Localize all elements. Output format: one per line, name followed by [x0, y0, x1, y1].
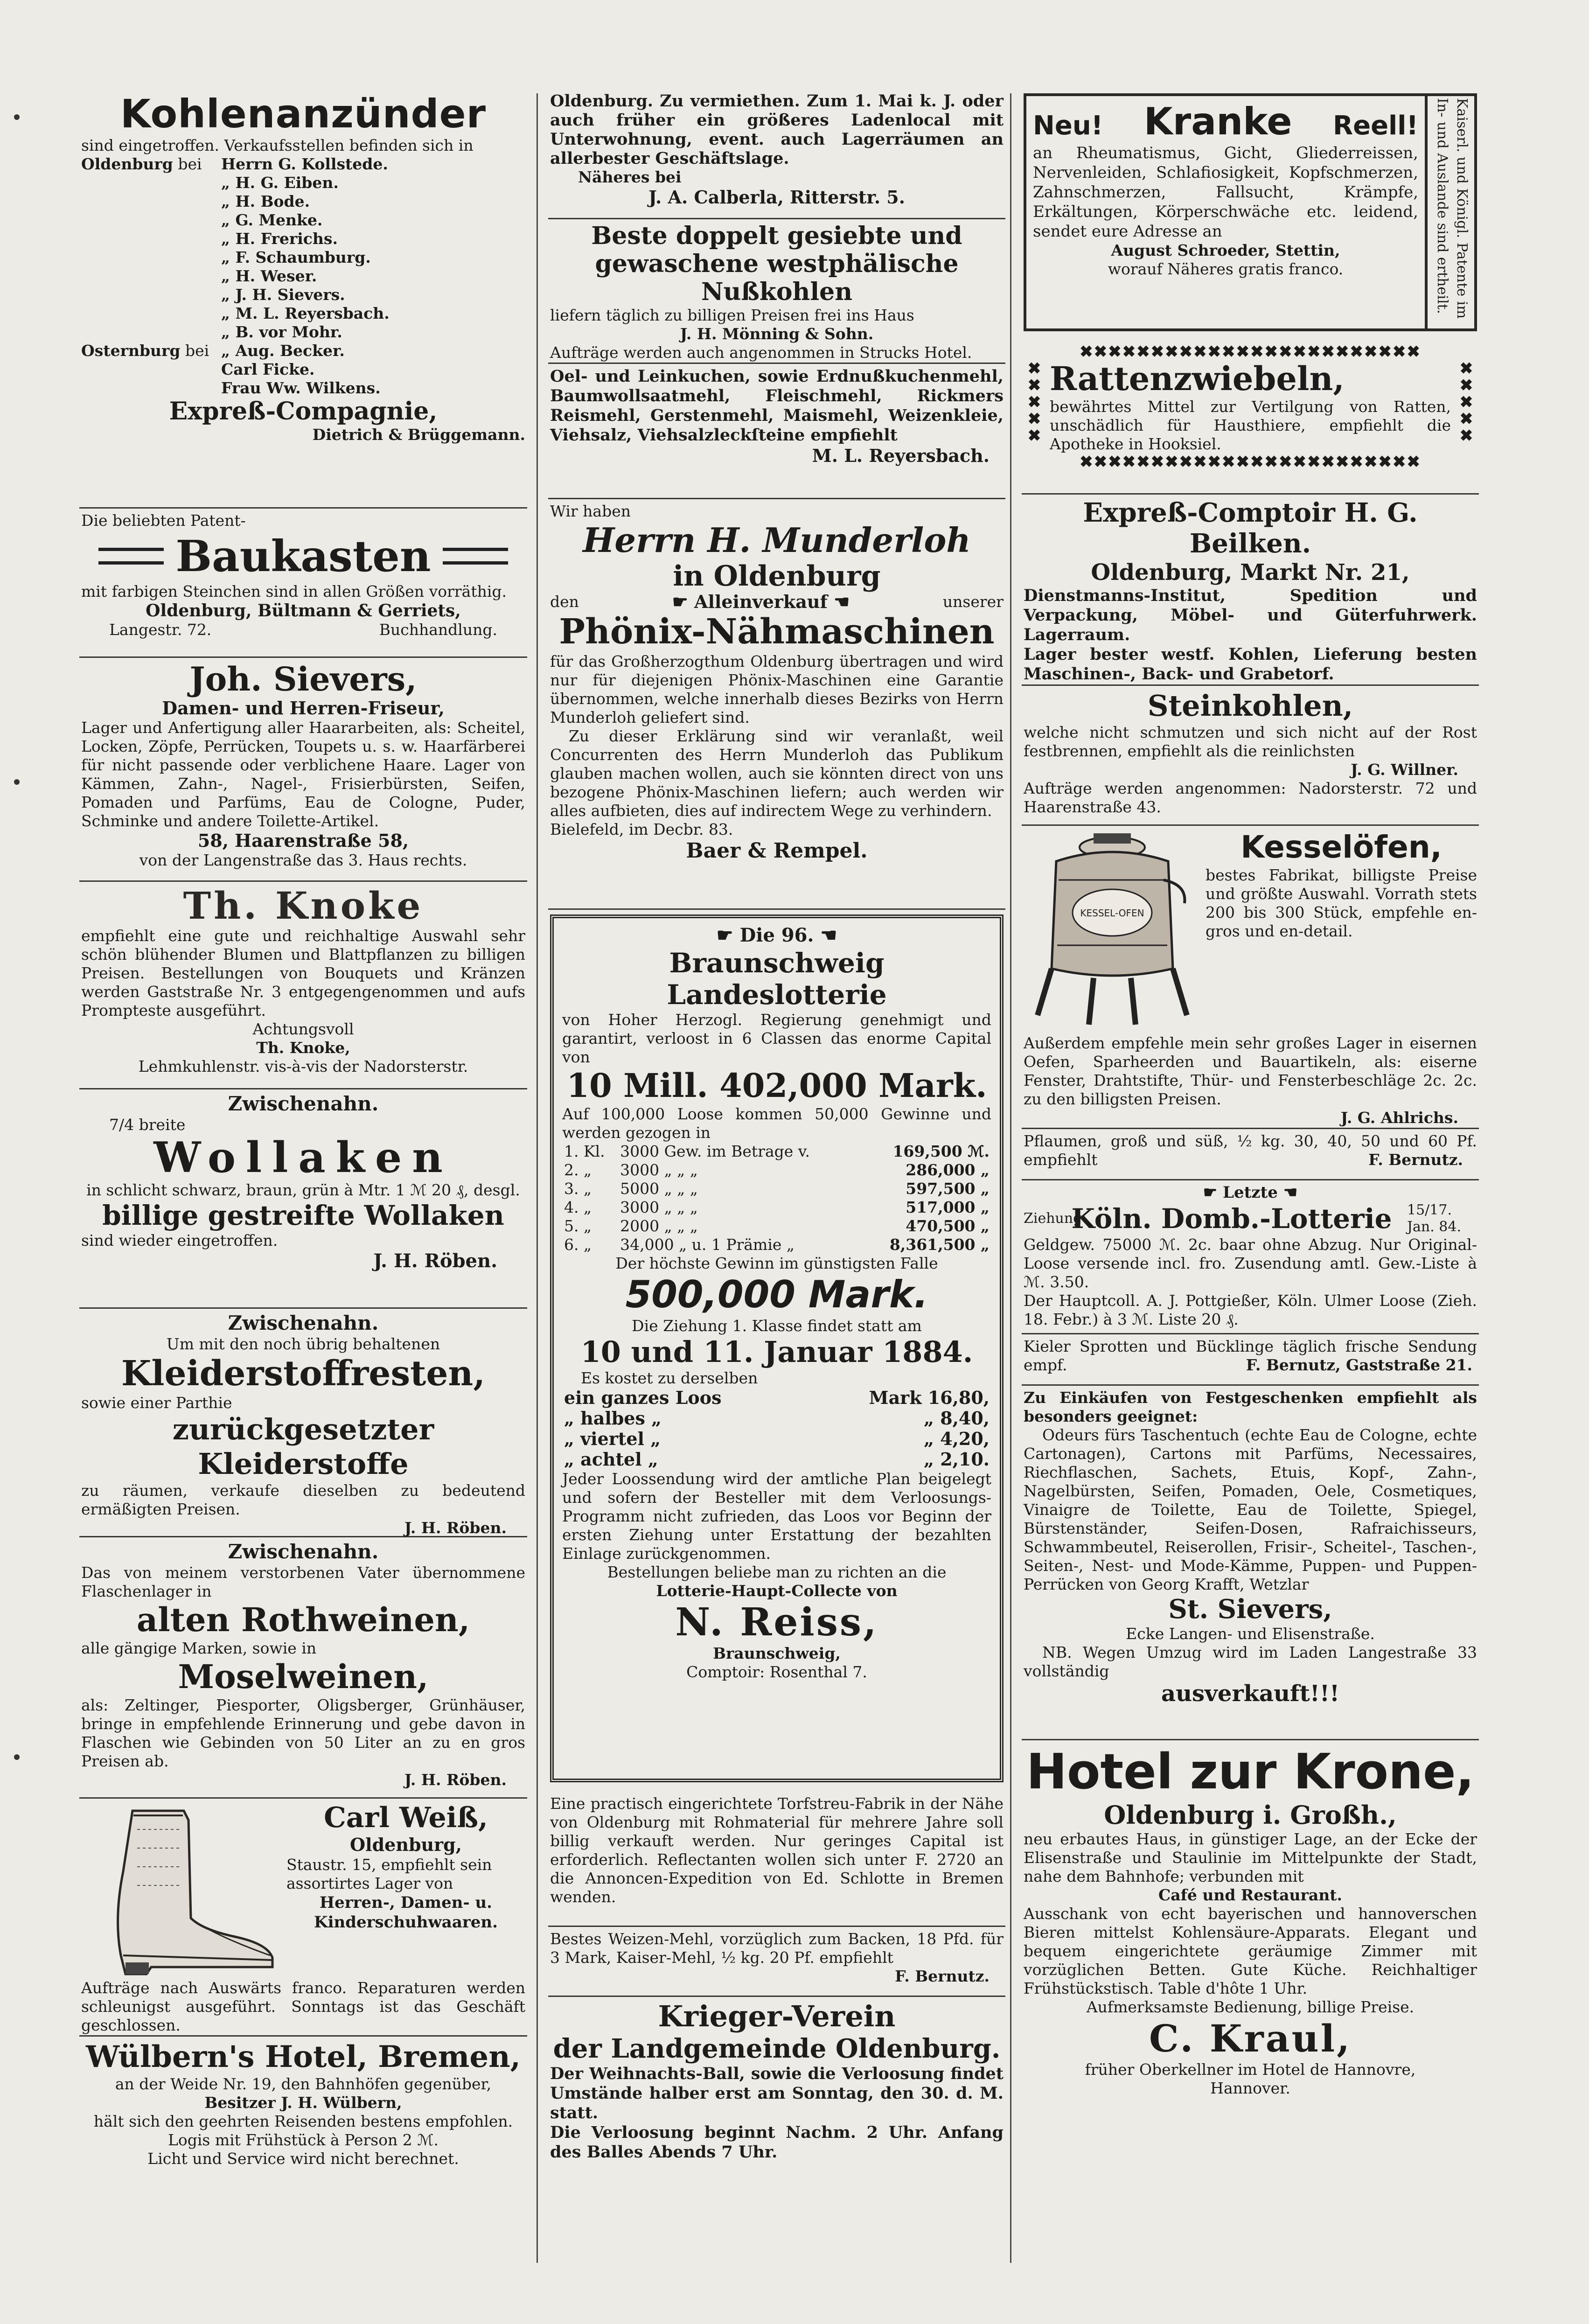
ad-title-2: der Landgemeinde Oldenburg.	[553, 2033, 1001, 2064]
ad-text: welche nicht schmutzen und sich nicht auf der Rost festbrennen, empfiehlt als die reinlichsten	[1024, 723, 1477, 760]
ad-weine	[79, 1537, 527, 1799]
table-row	[562, 1429, 991, 1449]
ad-signature: F. Bernutz.	[1368, 1151, 1463, 1169]
ad-signature: Th. Knoke,	[256, 1039, 350, 1057]
ad-title: alten Rothweinen,	[136, 1600, 470, 1639]
ad-text: von Hoher Herzogl. Regierung genehmigt und garantirt, verloost in 6 Classen das enorme Capital von	[562, 1011, 991, 1066]
table-cell: 169,500 ℳ.	[892, 1142, 990, 1160]
stove-icon	[1024, 829, 1201, 1034]
ad-ausverkauft: ausverkauft!!!	[1161, 1681, 1340, 1707]
ad-address: Comptoir: Rosenthal 7.	[686, 1663, 867, 1681]
ad-pretext: Um mit den noch übrig behaltenen	[166, 1335, 440, 1353]
bei-label: bei	[185, 342, 209, 360]
ad-title-2: Moselweinen,	[178, 1657, 429, 1696]
table-row	[562, 1449, 991, 1470]
ad-text: Lager bester westf. Kohlen, Lieferung besten Maschinen-, Back- und Grabetorf.	[1024, 645, 1477, 684]
ad-text: bewährtes Mittel zur Vertilgung von Ratten, unschädlich für Hausthiere, empfiehlt die Apotheke in Hooksiel.	[1050, 398, 1451, 453]
ad-steinkohlen	[1022, 686, 1479, 826]
column-2	[548, 89, 1005, 2174]
ad-title: Joh. Sievers,	[189, 660, 417, 698]
ad-rattenzwiebeln	[1022, 341, 1479, 495]
table-row	[562, 1388, 991, 1408]
ad-text: liefern täglich zu billigen Preisen frei ins Haus	[550, 306, 914, 324]
column-rule	[1010, 93, 1011, 2263]
ad-signature: F. Bernutz, Gaststraße 21.	[1246, 1356, 1472, 1374]
column-3	[1022, 89, 1479, 2160]
ad-pretext: 7/4 breite	[109, 1116, 186, 1134]
lottery-capital: 10 Mill. 402,000 Mark.	[566, 1066, 987, 1105]
seller: „ H. Weser.	[221, 267, 317, 285]
ad-signature: N. Reiss,	[675, 1600, 878, 1645]
ad-text: Geldgew. 75000 ℳ. 2c. baar ohne Abzug. Nur Original-Loose versende incl. fro. Zusendung amtl. Gew.-Liste à ℳ. 3.50.	[1024, 1235, 1477, 1291]
table-row	[562, 1408, 991, 1429]
ad-address: Ecke Langen- und Elisenstraße.	[1126, 1625, 1375, 1643]
seller: „ J. H. Sievers.	[221, 286, 345, 304]
table-cell: 34,000 „ u. 1 Prämie „	[620, 1235, 795, 1254]
ad-text: Aufmerksamste Bedienung, billige Preise.	[1086, 1998, 1415, 2016]
ad-title: Kesselöfen,	[1241, 829, 1442, 865]
table-cell: 5. „	[564, 1217, 592, 1235]
decor-border: ✖ ✖ ✖ ✖ ✖	[1027, 359, 1041, 445]
ad-title: Steinkohlen,	[1147, 689, 1353, 723]
ad-place: Zwischenahn.	[228, 1312, 379, 1334]
ad-firm: Oldenburg, Bültmann & Gerriets,	[146, 601, 461, 621]
decor-bar	[443, 548, 508, 565]
ad-kesseloefen	[1022, 826, 1479, 1129]
ad-text: an Rheumatismus, Gicht, Gliederreissen, Nervenleiden, Schlafiosigkeit, Kopfschmerzen, Zahnschmerzen, Fallsucht, Krämpfe, Erkältungen, Körperschwäche etc. leidend, sendet eure Adresse an	[1033, 144, 1418, 241]
column-rule	[537, 93, 538, 2263]
table-cell: „ 4,20,	[924, 1428, 990, 1449]
ad-signature: J. H. Röben.	[404, 1771, 507, 1789]
ad-title: Köln. Domb.-Lotterie	[1071, 1203, 1392, 1235]
lottery-draw-date: 10 und 11. Januar 1884.	[580, 1335, 973, 1369]
ad-title: Kleiderstoffresten,	[121, 1354, 485, 1394]
seller: „ H. G. Eiben.	[221, 174, 339, 192]
ad-text: Der Weihnachts-Ball, sowie die Verloosung findet Umstände halber erst am Sonntag, den 30. d. M. statt.	[550, 2064, 1004, 2122]
lottery-frame	[550, 914, 1004, 1782]
seller: „ Aug. Becker.	[221, 342, 345, 360]
seller: Carl Ficke.	[221, 360, 315, 378]
decor-bar	[98, 548, 164, 565]
ad-text: an der Weide Nr. 19, den Bahnhöfen gegenüber,	[115, 2075, 492, 2093]
ad-title: Rattenzwiebeln,	[1050, 359, 1345, 398]
ad-schroeder	[1022, 89, 1479, 341]
label-ziehung: Ziehung	[1024, 1210, 1082, 1227]
ad-text: Auf 100,000 Loose kommen 50,000 Gewinne und werden gezogen in	[562, 1105, 991, 1142]
ad-text: Bestellungen beliebe man zu richten an die	[607, 1563, 947, 1581]
ad-city: Braunschweig,	[713, 1644, 841, 1662]
ad-goods: Herren-, Damen- u. Kinderschuhwaaren.	[314, 1893, 498, 1932]
table-cell: 517,000 „	[906, 1198, 990, 1216]
bei-label: bei	[178, 155, 202, 173]
ad-signature: J. G. Willner.	[1351, 761, 1458, 779]
seller: Frau Ww. Wilkens.	[221, 379, 381, 397]
ad-lotterie	[548, 910, 1005, 1792]
ad-signature: C. Kraul,	[1149, 2017, 1352, 2060]
ad-title: Kohlenanzünder	[120, 91, 487, 137]
ad-weizenmehl	[548, 1927, 1005, 1997]
ad-owner: Besitzer J. H. Wülbern,	[204, 2094, 402, 2112]
seller: „ M. L. Reyersbach.	[221, 304, 390, 322]
decor-border: ✖✖✖✖✖✖✖✖✖✖✖✖✖✖✖✖✖✖✖✖✖✖✖✖	[1080, 454, 1421, 470]
ad-text: sind wieder eingetroffen.	[81, 1231, 278, 1249]
ad-kleiderstoffe	[79, 1309, 527, 1537]
ad-firm: J. H. Mönning & Sohn.	[680, 325, 874, 343]
pointing-hand-icon: ☛	[716, 924, 733, 946]
ad-text: sowie einer Parthie	[81, 1394, 232, 1412]
ad-subtitle: Damen- und Herren-Friseur,	[162, 698, 445, 719]
ad-text: Licht und Service wird nicht berechnet.	[147, 2150, 459, 2168]
ad-more: Näheres bei	[578, 168, 682, 186]
boot-icon	[81, 1801, 282, 1979]
table-cell: „ halbes „	[564, 1408, 662, 1429]
ad-nusskohlen	[548, 219, 1005, 364]
table-cell: 2. „	[564, 1161, 592, 1179]
decor-border: ✖✖✖✖✖✖✖✖✖✖✖✖✖✖✖✖✖✖✖✖✖✖✖✖	[1080, 343, 1421, 360]
ad-signature: F. Bernutz.	[895, 1967, 990, 1985]
ad-text: Zu dieser Erklärung sind wir veranlaßt, weil Concurrenten des Herrn Munderloh das Publikum glauben machen wollen, auch sie könnten direct von uns bezogene Phönix-Maschinen liefern; auch werden wir alles aufbieten, dies auf indirectem Wege zu verhindern.	[550, 727, 1004, 820]
company-owners: Dietrich & Brüggemann.	[312, 426, 525, 444]
ad-text: zu räumen, verkaufe dieselben zu bedeutend ermäßigten Preisen.	[81, 1481, 525, 1518]
ad-sievers	[79, 658, 527, 882]
ad-text: hält sich den geehrten Reisenden bestens empfohlen.	[93, 2112, 513, 2130]
lottery-number: Die 96.	[739, 924, 814, 946]
ad-text: unserer	[942, 593, 1004, 611]
ad-address: 58, Haarenstraße 58,	[197, 830, 409, 851]
ad-text: Zu Einkäufen von Festgeschenken empfiehlt als besonders geeignet:	[1024, 1389, 1477, 1425]
ad-directions: von der Langenstraße das 3. Haus rechts.	[139, 851, 467, 869]
ad-pflaumen	[1022, 1129, 1479, 1180]
table-cell: 286,000 „	[906, 1161, 990, 1179]
ad-title: Braunschweig Landeslotterie	[667, 947, 887, 1011]
table-cell: „ 8,40,	[924, 1408, 990, 1429]
ad-city: Oldenburg i. Großh.,	[1104, 1800, 1397, 1830]
ad-text: Aufträge nach Auswärts franco. Reparaturen werden schleunigst ausgeführt. Sonntags ist das Geschäft geschlossen.	[81, 1979, 525, 2034]
ad-text: Es kostet zu derselben	[581, 1369, 758, 1387]
ad-title-2: billige gestreifte Wollaken	[102, 1200, 504, 1231]
ad-text: worauf Näheres gratis franco.	[1108, 260, 1344, 278]
ad-city: in Oldenburg	[673, 560, 881, 593]
ad-signature-note: Hannover.	[1210, 2079, 1290, 2097]
ad-wuelbern	[79, 2037, 527, 2186]
ad-regards: Achtungsvoll	[252, 1020, 354, 1038]
label-neu: Neu!	[1033, 111, 1103, 141]
ad-pretext: Die beliebten Patent-	[81, 511, 246, 530]
lottery-price-table	[562, 1388, 991, 1470]
ad-text: in schlicht schwarz, braun, grün à Mtr. 1 ℳ 20 ₰, desgl.	[86, 1181, 520, 1199]
ad-address: Langestr. 72.	[109, 621, 212, 639]
ad-title: Hotel zur Krone,	[1026, 1743, 1475, 1800]
ad-place: Zwischenahn.	[228, 1540, 379, 1563]
stove-label: KESSEL-OFEN	[1080, 907, 1144, 919]
ad-text: Kieler Sprotten und Bücklinge täglich frische Sendung empf.	[1024, 1337, 1477, 1374]
seller-list	[81, 155, 525, 342]
ad-subtitle: Oldenburg, Markt Nr. 21,	[1091, 559, 1410, 586]
table-cell: 3000 „ „ „	[620, 1161, 698, 1179]
ad-title: Beste doppelt gesiebte und gewaschene westphälische Nußkohlen	[591, 222, 962, 306]
ad-cafe: Café und Restaurant.	[1158, 1886, 1342, 1904]
ad-hotel-krone	[1022, 1740, 1479, 2160]
stove-illustration	[1024, 829, 1201, 1034]
seller: „ F. Schaumburg.	[221, 248, 371, 266]
pointing-hand-icon: ☛	[1203, 1183, 1218, 1202]
table-cell: „ achtel „	[564, 1449, 658, 1470]
pointing-hand-icon: ☚	[834, 591, 850, 612]
ad-kohlenanzuender	[79, 89, 527, 509]
ad-text: bestes Fabrikat, billigste Preise und größte Auswahl. Vorrath stets 200 bis 300 Stück, empfehle en-gros und en-detail.	[1206, 866, 1477, 940]
ad-signature: J. A. Calberla, Ritterstr. 5.	[648, 187, 905, 208]
ad-title: Expreß-Comptoir H. G. Beilken.	[1083, 497, 1418, 559]
ad-text: Aufträge werden auch angenommen in Strucks Hotel.	[550, 343, 972, 362]
ad-text: für das Großherzogthum Oldenburg übertragen und wird nur für diejenigen Phönix-Maschinen eine Garantie übernommen, welche innerhalb dieses Bezirks von Herrn Munderloh geliefert sind.	[550, 652, 1004, 726]
ad-sprotten	[1022, 1334, 1479, 1386]
ad-text: NB. Wegen Umzug wird im Laden Langestraße 33 vollständig	[1024, 1643, 1477, 1680]
ad-shop-type: Buchhandlung.	[379, 621, 497, 639]
table-cell: 4. „	[564, 1198, 592, 1216]
ad-text: den	[550, 593, 579, 611]
ad-signature: M. L. Reyersbach.	[812, 445, 990, 466]
ad-text: Die Verloosung beginnt Nachm. 2 Uhr. Anfang des Balles Abends 7 Uhr.	[550, 2123, 1004, 2162]
ad-address: Lehmkuhlenstr. vis-à-vis der Nadorsterstr.	[138, 1057, 468, 1075]
ad-text: Odeurs fürs Taschentuch (echte Eau de Cologne, echte Cartonagen), Cartons mit Parfüms, Necessaires, Riechflaschen, Sachets, Etuis, Kopf-, Zahn-, Nagelbürsten, Seifen, Pomaden, Oele, Cosmetiques, Vinaigre de Toilette, Eau de Toilette, Spiegel, Bürstenständer, Seifen-Dosen, Rafraichisseurs, Schwammbeutel, Reiserollen, Frisir-, Scheitel-, Taschen-, Seiten-, Nest- und Mode-Kämme, Puppen- und Puppen-Perrücken von Georg Krafft, Wetzlar	[1024, 1426, 1477, 1593]
table-cell: 1. Kl.	[564, 1142, 605, 1160]
ad-text: Logis mit Frühstück à Person 2 ℳ.	[167, 2131, 439, 2149]
ad-text: Eine practisch eingerichtete Torfstreu-Fabrik in der Nähe von Oldenburg mit Rohmaterial für mehrere Jahre soll billig verkauft werden. Nur geringes Capital ist erforderlich. Reflectanten wollen sich unter F. 2720 an die Annoncen-Expedition von Ed. Schlotte in Bremen wenden.	[550, 1794, 1004, 1906]
table-cell: „ 2,10.	[924, 1449, 990, 1470]
ad-text: als: Zeltinger, Piesporter, Oligsberger, Grünhäuser, bringe in empfehlende Erinnerung und gebe davon in Flaschen wie Gebinden von 50 Liter an zu en gros Preisen ab.	[81, 1696, 525, 1770]
ad-vermieten	[548, 89, 1005, 219]
lottery-top-prize: 500,000 Mark.	[625, 1273, 928, 1316]
table-row	[562, 1198, 991, 1217]
ad-title-2: zurückgesetzter Kleiderstoffe	[172, 1412, 434, 1481]
ad-title: Th. Knoke	[183, 884, 424, 928]
ad-signature: J. H. Röben.	[404, 1519, 507, 1537]
ad-krieger-verein	[548, 1997, 1005, 2174]
company-name: Expreß-Compagnie,	[169, 397, 438, 426]
ad-torfstreu	[548, 1792, 1005, 1927]
ad-product: Phönix-Nähmaschinen	[559, 612, 995, 652]
ad-text: sind eingetroffen. Verkaufsstellen befinden sich in	[81, 136, 474, 154]
table-row	[562, 1235, 991, 1254]
seller: „ H. Bode.	[221, 192, 310, 210]
lottery-class-table	[562, 1142, 991, 1254]
ad-text: empfiehlt eine gute und reichhaltige Auswahl sehr schön blühender Blumen und Blattpflanzen zu billigen Preisen. Bestellungen von Bouquets und Kränzen werden Gaststraße Nr. 3 entgegengenommen und aufs Prompteste ausgeführt.	[81, 927, 525, 1019]
table-row	[562, 1142, 991, 1161]
ad-title: Wollaken	[153, 1133, 453, 1182]
ad-pretext: Wir haben	[550, 502, 631, 520]
ad-signature: J. H. Röben.	[373, 1250, 497, 1272]
ad-text: Außerdem empfehle mein sehr großes Lager in eisernen Oefen, Sparheerden und Bauartikeln, als: eiserne Fenster, Drahtstifte, Thür- und Fensterbeschläge 2c. 2c. zu den billigsten Preisen.	[1024, 1034, 1477, 1108]
ad-text: Der Hauptcoll. A. J. Pottgießer, Köln. Ulmer Loose (Zieh. 18. Febr.) à 3 ℳ. Liste 20 ₰.	[1024, 1291, 1477, 1328]
ad-text: Ausschank von echt bayerischen und hannoverschen Bieren mittelst Kohlensäure-Apparats. Elegant und bequem eingerichtete geräumige Zimmer mit vorzüglichen Betten. Gute Küche. Reichhaltiger Frühstückstisch. Table d'hôte 1 Uhr.	[1024, 1905, 1477, 1997]
ad-city: Oldenburg,	[350, 1834, 462, 1855]
ad-title: Carl Weiß,	[324, 1801, 488, 1834]
ad-title: Kranke	[1143, 100, 1292, 143]
label-letzte: Letzte	[1223, 1183, 1278, 1202]
ad-text: Dienstmanns-Institut, Spedition und Verpackung, Möbel- und Güterfuhrwerk. Lagerraum.	[1024, 586, 1477, 644]
pointing-hand-icon: ☚	[1283, 1183, 1298, 1202]
table-cell: „ viertel „	[564, 1428, 661, 1449]
ad-st-sievers	[1022, 1386, 1479, 1740]
ad-text: Bestes Weizen-Mehl, vorzüglich zum Backen, 18 Pfd. für 3 Mark, Kaiser-Mehl, ½ kg. 20 Pf. empfiehlt	[550, 1930, 1004, 1967]
table-cell: 470,500 „	[906, 1217, 990, 1235]
ad-carl-weiss	[79, 1799, 527, 2037]
decor-border: ✖ ✖ ✖ ✖ ✖	[1459, 359, 1473, 445]
ad-signature-note: früher Oberkellner im Hotel de Hannovre,	[1085, 2060, 1416, 2079]
ad-signature: St. Sievers,	[1168, 1594, 1332, 1625]
ad-exclusive: Alleinverkauf	[694, 591, 828, 612]
table-cell: 8,361,500 „	[889, 1235, 990, 1254]
ad-text: Das von meinem verstorbenen Vater übernommene Flaschenlager in	[81, 1563, 525, 1600]
seller: „ H. Frerichs.	[221, 230, 338, 248]
table-cell: 3000 Gew. im Betrage v.	[620, 1142, 810, 1160]
ad-office: Lotterie-Haupt-Collecte von	[656, 1582, 898, 1600]
ad-text: neu erbautes Haus, in günstiger Lage, an der Ecke der Elisenstraße und Staulinie im Mittelpunkte der Stadt, nahe dem Bahnhofe; verbunden mit	[1024, 1830, 1477, 1885]
ad-side-note: Kaiserl. und Königl. Patente im In- und Auslande sind ertheilt.	[1434, 98, 1470, 319]
ad-text: alle gängige Marken, sowie in	[81, 1639, 317, 1657]
table-row	[562, 1161, 991, 1179]
ad-date: 15/17. Jan. 84.	[1407, 1202, 1462, 1235]
margin-mark	[14, 779, 20, 785]
table-row	[562, 1217, 991, 1235]
table-cell: 3000 „ „ „	[620, 1198, 698, 1216]
ad-place: Bielefeld, im Decbr. 83.	[550, 820, 733, 838]
ad-text: mit farbigen Steinchen sind in allen Größen vorräthig.	[81, 582, 507, 600]
ad-text: Die Ziehung 1. Klasse findet statt am	[632, 1317, 922, 1335]
ad-place: Zwischenahn.	[228, 1092, 379, 1115]
ad-text: Der höchste Gewinn im günstigsten Falle	[615, 1254, 938, 1272]
table-cell: 5000 „ „ „	[620, 1179, 698, 1198]
ad-text: Oldenburg. Zu vermiethen. Zum 1. Mai k. J. oder auch früher ein größeres Ladenlocal mit Unterwohnung, event. auch Lagerräumen an allerbester Geschäftslage.	[550, 91, 1004, 168]
seller-list-osternburg	[81, 342, 525, 398]
ad-text: Pflaumen, groß und süß, ½ kg. 30, 40, 50 und 60 Pf. empfiehlt	[1024, 1132, 1477, 1169]
table-cell: ein ganzes Loos	[564, 1387, 722, 1408]
table-cell: Mark 16,80,	[869, 1387, 990, 1408]
table-cell: 3. „	[564, 1179, 592, 1198]
seller: „ G. Menke.	[221, 211, 323, 229]
table-cell: 2000 „ „ „	[620, 1217, 698, 1235]
seller: Herrn G. Kollstede.	[221, 155, 388, 173]
ad-oelkuchen	[548, 364, 1005, 499]
ad-text: Jeder Loossendung wird der amtliche Plan beigelegt und sofern der Besteller mit dem Verloosungs-Programm nicht zufrieden, das Loos vor Beginn der ersten Ziehung unter Erstattung der bezahlten Einlage zurückgenommen.	[562, 1470, 991, 1563]
ad-signature: J. G. Ahlrichs.	[1340, 1109, 1458, 1127]
ad-title: Wülbern's Hotel, Bremen,	[86, 2039, 521, 2074]
ad-wollaken	[79, 1089, 527, 1309]
ad-title: Baukasten	[175, 531, 431, 581]
ad-knoke	[79, 882, 527, 1089]
pointing-hand-icon: ☛	[672, 591, 688, 612]
label-reell: Reell!	[1332, 111, 1418, 141]
ad-koeln-lotterie	[1022, 1180, 1479, 1334]
pointing-hand-icon: ☚	[820, 924, 837, 946]
seller: „ B. vor Mohr.	[221, 323, 342, 341]
column-1	[79, 89, 527, 2186]
ad-munderloh	[548, 499, 1005, 910]
ad-baukasten	[79, 509, 527, 658]
table-cell: 597,500 „	[906, 1179, 990, 1198]
ad-signature: Baer & Rempel.	[686, 839, 868, 863]
margin-mark	[14, 1754, 20, 1760]
place-label: Oldenburg	[81, 155, 173, 173]
ad-beilken	[1022, 495, 1479, 686]
place-label: Osternburg	[81, 342, 181, 360]
margin-mark	[14, 114, 20, 120]
ad-address: August Schroeder, Stettin,	[1111, 241, 1340, 259]
ad-title: Herrn H. Munderloh	[583, 520, 971, 560]
boot-illustration	[81, 1801, 282, 1979]
ad-text: Oel- und Leinkuchen, sowie Erdnußkuchenmehl, Baumwollsaatmehl, Fleischmehl, Rickmers Reismehl, Gerstenmehl, Maismehl, Weizenkleie, Viehsalz, Viehsalzleckſteine empfiehlt	[550, 367, 1004, 445]
table-cell: 6. „	[564, 1235, 592, 1254]
ad-text: Staustr. 15, empfiehlt sein assortirtes Lager von	[286, 1856, 492, 1892]
ad-text: Lager und Anfertigung aller Haararbeiten, als: Scheitel, Locken, Zöpfe, Perrücken, Toupets u. s. w. Haarfärberei für nicht passende oder verblichene Haare. Lager von Kämmen, Zahn-, Nagel-, Frisierbürsten, Seifen, Pomaden und Parfüms, Eau de Cologne, Puder, Schminke und andere Toilette-Artikel.	[81, 719, 525, 830]
ad-title: Krieger-Verein	[658, 1999, 896, 2033]
ad-text: Aufträge werden angenommen: Nadorsterstr. 72 und Haarenstraße 43.	[1024, 779, 1477, 816]
table-row	[562, 1179, 991, 1198]
